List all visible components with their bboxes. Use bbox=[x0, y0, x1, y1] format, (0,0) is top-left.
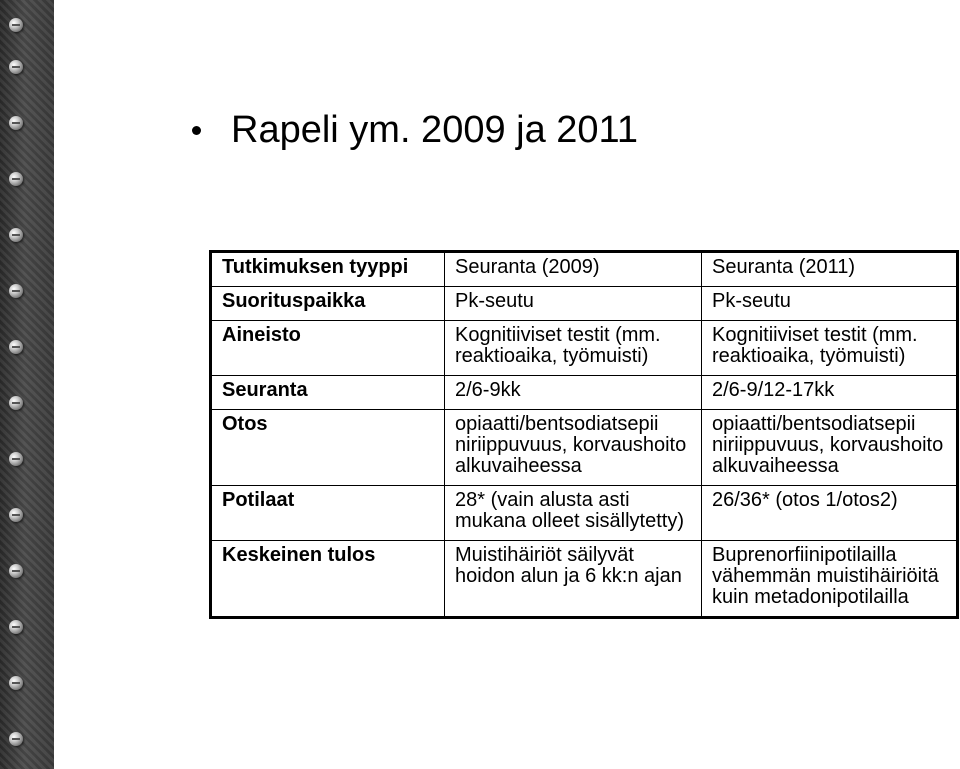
comparison-table bbox=[209, 250, 959, 619]
cell-2011: Seuranta (2011) bbox=[702, 252, 958, 287]
cell-2011: opiaatti/bentsodiatsepii niriippuvuus, korvaushoito alkuvaiheessa bbox=[702, 410, 958, 486]
cell-2009: 28* (vain alusta asti mukana olleet sisällytetty) bbox=[445, 486, 702, 541]
row-label: Aineisto bbox=[211, 321, 445, 376]
cell-2011: Pk-seutu bbox=[702, 287, 958, 321]
cell-2009: opiaatti/bentsodiatsepii niriippuvuus, korvaushoito alkuvaiheessa bbox=[445, 410, 702, 486]
table-row bbox=[211, 376, 958, 410]
cell-2009: Seuranta (2009) bbox=[445, 252, 702, 287]
cell-2009: Pk-seutu bbox=[445, 287, 702, 321]
rivet-icon bbox=[9, 452, 23, 466]
rivet-icon bbox=[9, 508, 23, 522]
rivet-icon bbox=[9, 676, 23, 690]
row-label: Keskeinen tulos bbox=[211, 541, 445, 618]
rivet-icon bbox=[9, 60, 23, 74]
cell-2011: Buprenorfiinipotilailla vähemmän muistihäiriöitä kuin metadonipotilailla bbox=[702, 541, 958, 618]
rivet-icon bbox=[9, 396, 23, 410]
row-label: Tutkimuksen tyyppi bbox=[211, 252, 445, 287]
cell-2009: 2/6-9kk bbox=[445, 376, 702, 410]
bullet-icon bbox=[192, 126, 201, 135]
rivet-icon bbox=[9, 228, 23, 242]
table-row bbox=[211, 486, 958, 541]
table-row bbox=[211, 252, 958, 287]
row-label: Suorituspaikka bbox=[211, 287, 445, 321]
rivet-icon bbox=[9, 18, 23, 32]
rivet-icon bbox=[9, 116, 23, 130]
rivet-icon bbox=[9, 284, 23, 298]
decorative-side-strip bbox=[0, 0, 54, 769]
rivet-icon bbox=[9, 564, 23, 578]
row-label: Otos bbox=[211, 410, 445, 486]
cell-2011: 26/36* (otos 1/otos2) bbox=[702, 486, 958, 541]
table-row bbox=[211, 287, 958, 321]
rivet-icon bbox=[9, 340, 23, 354]
slide-title bbox=[192, 108, 638, 152]
table-row bbox=[211, 321, 958, 376]
cell-2009: Muistihäiriöt säilyvät hoidon alun ja 6 kk:n ajan bbox=[445, 541, 702, 618]
rivet-icon bbox=[9, 732, 23, 746]
row-label: Seuranta bbox=[211, 376, 445, 410]
title-text: Rapeli ym. 2009 ja 2011 bbox=[231, 108, 638, 151]
table-row bbox=[211, 410, 958, 486]
rivet-icon bbox=[9, 620, 23, 634]
cell-2011: 2/6-9/12-17kk bbox=[702, 376, 958, 410]
table-row bbox=[211, 541, 958, 618]
row-label: Potilaat bbox=[211, 486, 445, 541]
cell-2009: Kognitiiviset testit (mm. reaktioaika, työmuisti) bbox=[445, 321, 702, 376]
cell-2011: Kognitiiviset testit (mm. reaktioaika, työmuisti) bbox=[702, 321, 958, 376]
rivet-icon bbox=[9, 172, 23, 186]
